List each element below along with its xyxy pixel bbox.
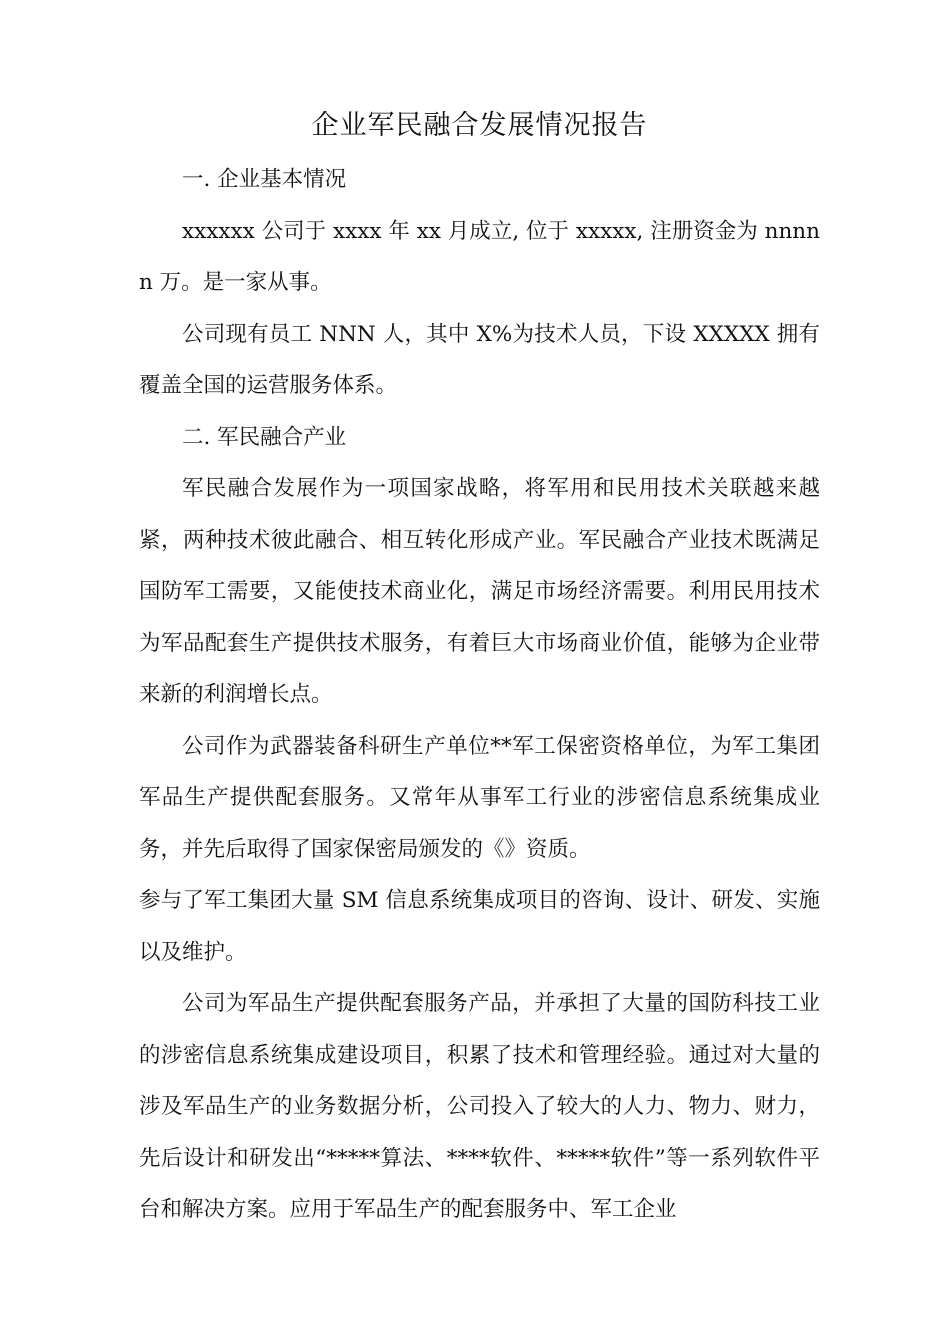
document-title: 企业军民融合发展情况报告 [311, 110, 648, 141]
paragraph-products: 公司为军品生产提供配套服务产品，并承担了大量的国防科技工业的涉密信息系统集成建设项目，积累了技术和管理经验。通过对大量的涉及军品生产的业务数据分析，公司投入了较大的人力、物力、财力，先后设计和研发出“*****算法、****软件、*****软件”等一系列软件平台和解决方案。应用于军品生产的配套服务中、军工企业 [139, 991, 820, 1222]
paragraph-strategy: 军民融合发展作为一项国家战略，将军用和民用技术关联越来越紧，两种技术彼此融合、相互转化形成产业。军民融合产业技术既满足国防军工需要，又能使技术商业化，满足市场经济需要。利用民用技术为军品配套生产提供技术服务，有着巨大市场商业价值，能够为企业带来新的利润增长点。 [139, 476, 820, 707]
paragraph-staff: 公司现有员工 NNN 人，其中 X%为技术人员，下设 XXXXX 拥有覆盖全国的运营服务体系。 [139, 321, 820, 398]
paragraph-qualification: 公司作为武器装备科研生产单位**军工保密资格单位，为军工集团军品生产提供配套服务。又常年从事军工行业的涉密信息系统集成业务，并先后取得了国家保密局颁发的《》资质。 [139, 733, 820, 862]
section-heading-industry: 二. 军民融合产业 [182, 424, 347, 450]
paragraph-company-founding: xxxxxx 公司于 xxxx 年 xx 月成立, 位于 xxxxx, 注册资金为 nnnnn 万。是一家从事。 [139, 218, 820, 295]
paragraph-projects: 参与了军工集团大量 SM 信息系统集成项目的咨询、设计、研发、实施以及维护。 [139, 888, 820, 965]
section-heading-basic-info: 一. 企业基本情况 [182, 167, 347, 192]
document-page [139, 104, 820, 1236]
